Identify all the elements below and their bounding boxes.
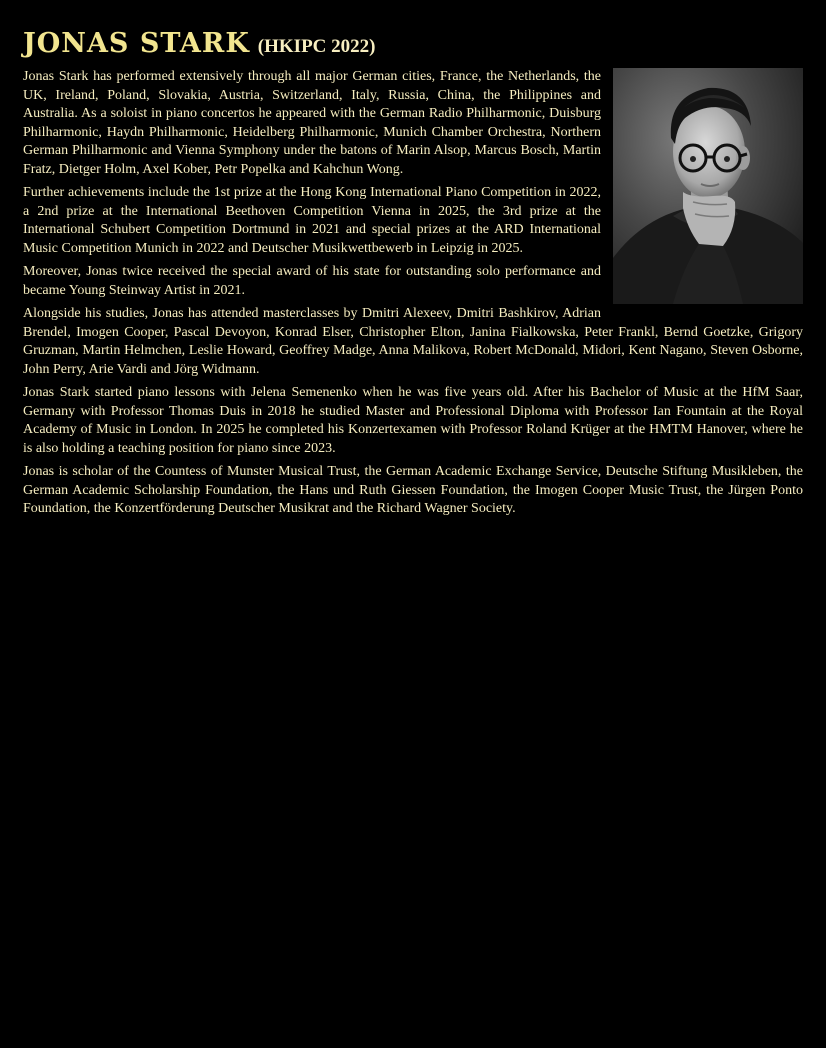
artist-competition-tag: (HKIPC 2022)	[257, 36, 376, 57]
biography-page	[23, 24, 803, 524]
bio-paragraph-education: Jonas Stark started piano lessons with Jelena Semenenko when he was five years old. After his Bachelor of Music at the HfM Saar, Germany with Professor Thomas Duis in 2018 he studied Master and Professional Diploma with Professor Ian Fountain at the Royal Academy of Music in London. In 2025 he completed his Konzertexamen with Professor Roland Krüger at the HMTM Hanover, where he is also holding a teaching position for piano since 2023.	[23, 385, 803, 456]
bio-paragraph-achievements: Further achievements include the 1st prize at the Hong Kong International Piano Competition in 2022, a 2nd prize at the International Beethoven Competition Vienna in 2025, the 3rd prize at the International Schubert Competition Dortmund in 2021 and special prizes at the ARD International Music Competition Munich in 2022 and Deutscher Musikwettbewerb in Leipzig in 2025.	[23, 185, 601, 256]
bio-paragraph-scholarships: Jonas is scholar of the Countess of Munster Musical Trust, the German Academic Exchange Service, Deutsche Stiftung Musikleben, the German Academic Scholarship Foundation, the Hans und Ruth Giessen Foundation, the Imogen Cooper Music Trust, the Jürgen Ponto Foundation, the Konzertförderung Deutscher Musikrat and the Richard Wagner Society.	[23, 464, 803, 516]
bio-paragraph-performances: Jonas Stark has performed extensively through all major German cities, France, the Netherlands, the UK, Ireland, Poland, Slovakia, Austria, Switzerland, Italy, Russia, China, the Philippines and Australia. As a soloist in piano concertos he appeared with the German Radio Philharmonic, Duisburg Philharmonic, Haydn Philharmonic, Heidelberg Philharmonic, Munich Chamber Orchestra, Northern German Philharmonic and Vienna Symphony under the batons of Marin Alsop, Marcus Bosch, Martin Fratz, Dietger Holm, Axel Kober, Petr Popelka and Kahchun Wong.	[23, 69, 601, 177]
page-title	[23, 24, 803, 58]
bio-paragraph-awards: Moreover, Jonas twice received the special award of his state for outstanding solo performance and became Young Steinway Artist in 2021.	[23, 264, 601, 298]
bio-paragraph-masterclasses: Alongside his studies, Jonas has attended masterclasses by Dmitri Alexeev, Dmitri Bashkirov, Adrian Brendel, Imogen Cooper, Pascal Devoyon, Konrad Elser, Christopher Elton, Janina Fialkowska, Peter Frankl, Bernd Goetzke, Grigory Gruzman, Martin Helmchen, Leslie Howard, Geoffrey Madge, Anna Malikova, Robert McDonald, Midori, Kent Nagano, Steven Osborne, John Perry, Arie Vardi and Jörg Widmann.	[23, 306, 803, 377]
portrait-photo-icon	[613, 68, 803, 304]
artist-name: JONAS STARK	[23, 28, 250, 59]
